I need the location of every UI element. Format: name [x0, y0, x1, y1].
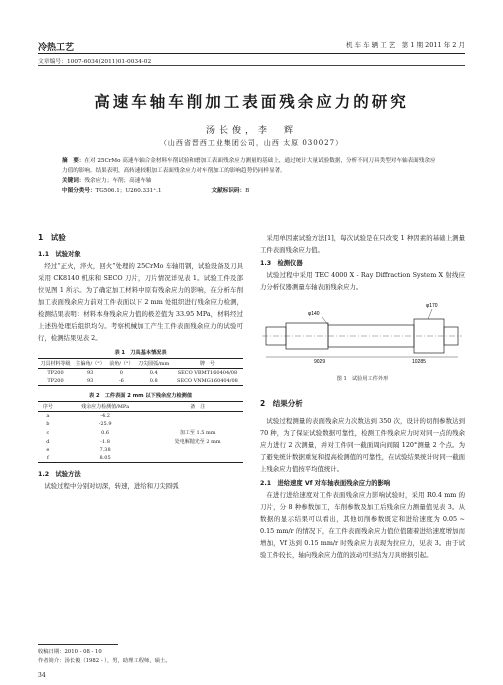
table-1-header-row: [38, 359, 243, 369]
document-number: 文章编号：1007-6034(2011)01-0034-02: [38, 59, 152, 65]
table-cell: 0.6: [101, 429, 110, 436]
table-cell: 处电解抛光至 2 mm: [174, 439, 221, 445]
results-paragraph: 试验过程测量的表面残余应力次数达到 350 次，设计的切削参数达到 70 种，为了保证试验数据可靠性，检测工件残余应力时对同一点的残余应力进行 2 次测量，并对工件同一截面周向间隔 120°测量 2 个点。为了避免统计数据重复和提高检测值的可靠性，在试验结果统计时同一截面上残余应力值按平均值统计。: [260, 417, 465, 473]
table-2-header-row: [38, 402, 243, 412]
subsection-2-1-heading: 2.1 进给速度 Vf 对车轴表面残余应力的影响: [260, 480, 391, 487]
table-1-header: 刀具材料等级: [40, 361, 71, 367]
left-column: [38, 232, 243, 492]
table-row: [38, 428, 243, 437]
table-cell: [152, 454, 243, 463]
table-cell: b: [46, 421, 50, 427]
table-cell: 7.38: [99, 447, 111, 453]
table-cell: SECO VNMG160404/08: [177, 378, 238, 384]
author-bio: 作者简介：汤长俊（1982 - ），男，助理工程师，硕士。: [38, 658, 171, 664]
journal-section-label: 冷热工艺: [38, 43, 75, 53]
footnote-rule: [38, 644, 118, 645]
table-1-header: 前角/（°）: [109, 361, 134, 367]
section-2-heading: 2 结果分析: [260, 399, 303, 408]
doc-code: B: [245, 188, 250, 194]
docno-rule: [38, 65, 465, 66]
instrument-paragraph: 试验过程中采用 TEC 4000 X - Ray Diffraction System X 射线应力分析仪器测量车轴表面残余应力。: [260, 271, 465, 291]
right-column-bottom: [260, 398, 465, 561]
page-number: 34: [38, 672, 46, 679]
table-row: [38, 377, 243, 386]
table-cell: 93: [86, 370, 94, 376]
table-cell: f: [46, 455, 49, 461]
keywords-text: 残余应力；车削；高速车轴: [84, 178, 152, 184]
abstract-label: 摘 要：: [62, 158, 85, 164]
table-cell: TP200: [47, 378, 64, 384]
subsection-1-1-heading: 1.1 试验对象: [38, 251, 81, 258]
table-cell: -25.9: [98, 421, 112, 427]
received-date: 收稿日期：2010 - 08 - 10: [38, 649, 102, 655]
figure-1-caption: 图 1 试验用工件外形: [336, 376, 389, 382]
doc-code-label: 文献标识码：: [211, 188, 246, 194]
table-row: [38, 454, 243, 463]
feed-rate-paragraph: 在进行进给速度对工件表面残余应力影响试验时，采用 R0.4 mm 的刀片，分 8 种参数加工，车削参数及加工后残余应力测量值见表 3。从数据的显示结果可以看出，其他切削参数既定和进给速度为 0.05 ~ 0.15 mm/r 的情况下，在工件表面残余应力值位值随着进给速度增加而增加，Vf 达到 0.15 mm/r 时残余应力表现为拉应力，见表 3。由于试验工件较长，轴向残余应力值的波动可归结为刀具磨损引起。: [260, 491, 465, 559]
table-cell: 0.4: [149, 370, 158, 376]
abstract-text: 在对 25CrMo 高速车轴合金材料车削试验和磨加工表面残余应力测量的基础上，通过统计大量试验数据，分析不同刀具类型对车轴表面残余应力值的影响。结果表明，高转速较粗加工表面残余应力对车削加工的影响趋势仍同样显著。: [62, 158, 436, 174]
subsection-1-2-heading: 1.2 试验方法: [38, 471, 81, 478]
table-1-caption: 表 1 刀具基本情况表: [114, 350, 167, 356]
table-cell: -6: [118, 378, 124, 384]
table-2-header: 残余应力检测值/MPa: [81, 404, 130, 410]
classification-text: TG506.1；U260.331⁺.1: [95, 188, 162, 194]
workpiece-figure: [262, 297, 462, 369]
keywords: [62, 176, 438, 186]
table-cell: TP200: [47, 370, 64, 376]
table-cell: [152, 420, 243, 428]
table-cell: -1.8: [100, 438, 110, 445]
table-cell: 8.05: [99, 455, 111, 461]
classification: [62, 186, 438, 196]
table-row: [38, 437, 243, 446]
subsection-1-3-heading: 1.3 检测仪器: [260, 260, 303, 267]
table-cell: -4.2: [100, 413, 110, 419]
abstract: [62, 156, 438, 176]
table-2-caption: 表 2 工件表面 2 mm 以下残余应力检测值: [88, 393, 193, 399]
table-cell: a: [46, 413, 50, 419]
table-cell: 93: [86, 378, 94, 384]
dim-phi170: φ170: [426, 303, 438, 309]
table-cell: 加工至 1.5 mm: [179, 430, 216, 436]
table-row: [38, 412, 243, 421]
dim-10285: 10285: [412, 359, 426, 365]
dim-leader-2: [428, 309, 432, 319]
table-2: [38, 401, 243, 463]
section-1-2-paragraph: 试验过程中分别对切深，转速，进给和刀尖圆弧: [44, 482, 179, 490]
table-cell: e: [46, 447, 50, 453]
keywords-label: 关键词：: [62, 178, 85, 184]
journal-issue-info: 机 车 车 辆 工 艺 第 1 期 2011 年 2 月: [345, 41, 465, 49]
section-1-1-paragraph: 经过“正火，淬火，回火”处理的 25CrMo 车轴用钢，试验设备及刀具采用 CK8140 机床和 SECO 刀片，刀片情况详见表 1。试验工件及部位见图 1 所示。为了确定加工材料中原有残余应力的影响，在分析车削加工表面残余应力前对工件表面以下 2 mm 处组织进行残余应力检测，检测结果表明：材料本身残余应力值的极差值为 33.95 MPa，材料经过上述热处理后组织均匀。考察机械加工产生工件表面残余应力的试验可行，检测结果见表 2。: [38, 262, 243, 342]
table-cell: [152, 446, 243, 454]
table-row: [38, 420, 243, 428]
paper-authors: 汤长俊，李 辉: [205, 126, 297, 136]
classification-label: 中图分类号：: [62, 188, 96, 194]
paper-title: 高速车轴车削加工表面残余应力的研究: [94, 93, 409, 111]
right-column-top: [260, 232, 465, 293]
abstract-block: [62, 156, 438, 196]
table-1-header: 主偏角/（°）: [75, 361, 105, 367]
table-cell: d: [46, 438, 50, 445]
table-cell: c: [46, 429, 50, 436]
method-paragraph: 采用单因素试验方法[1]，每次试验是在只改变 1 种因素的基础上测量工件表面残余应力值。: [260, 234, 465, 254]
section-1-heading: 1 试验: [38, 233, 66, 242]
table-1-header: 刀尖圆弧/mm: [138, 361, 170, 367]
table-cell: 0.8: [149, 378, 158, 384]
table-1: [38, 358, 243, 386]
table-1-header: 牌 号: [199, 361, 215, 367]
table-cell: 0: [119, 370, 123, 376]
dim-leader-1: [322, 317, 328, 325]
table-2-header: 序号: [42, 404, 53, 410]
table-cell: [152, 412, 243, 421]
dim-phi140: φ140: [308, 311, 320, 317]
table-cell: SECO VBMT160404/08: [177, 370, 238, 376]
table-2-header: 备 注: [190, 404, 206, 410]
author-affiliation: （山西省晋西工业集团公司，山西 太原 030027）: [159, 139, 344, 147]
table-row: [38, 369, 243, 378]
dim-9029: 9029: [314, 359, 326, 365]
table-row: [38, 446, 243, 454]
header-rule: [38, 53, 465, 54]
